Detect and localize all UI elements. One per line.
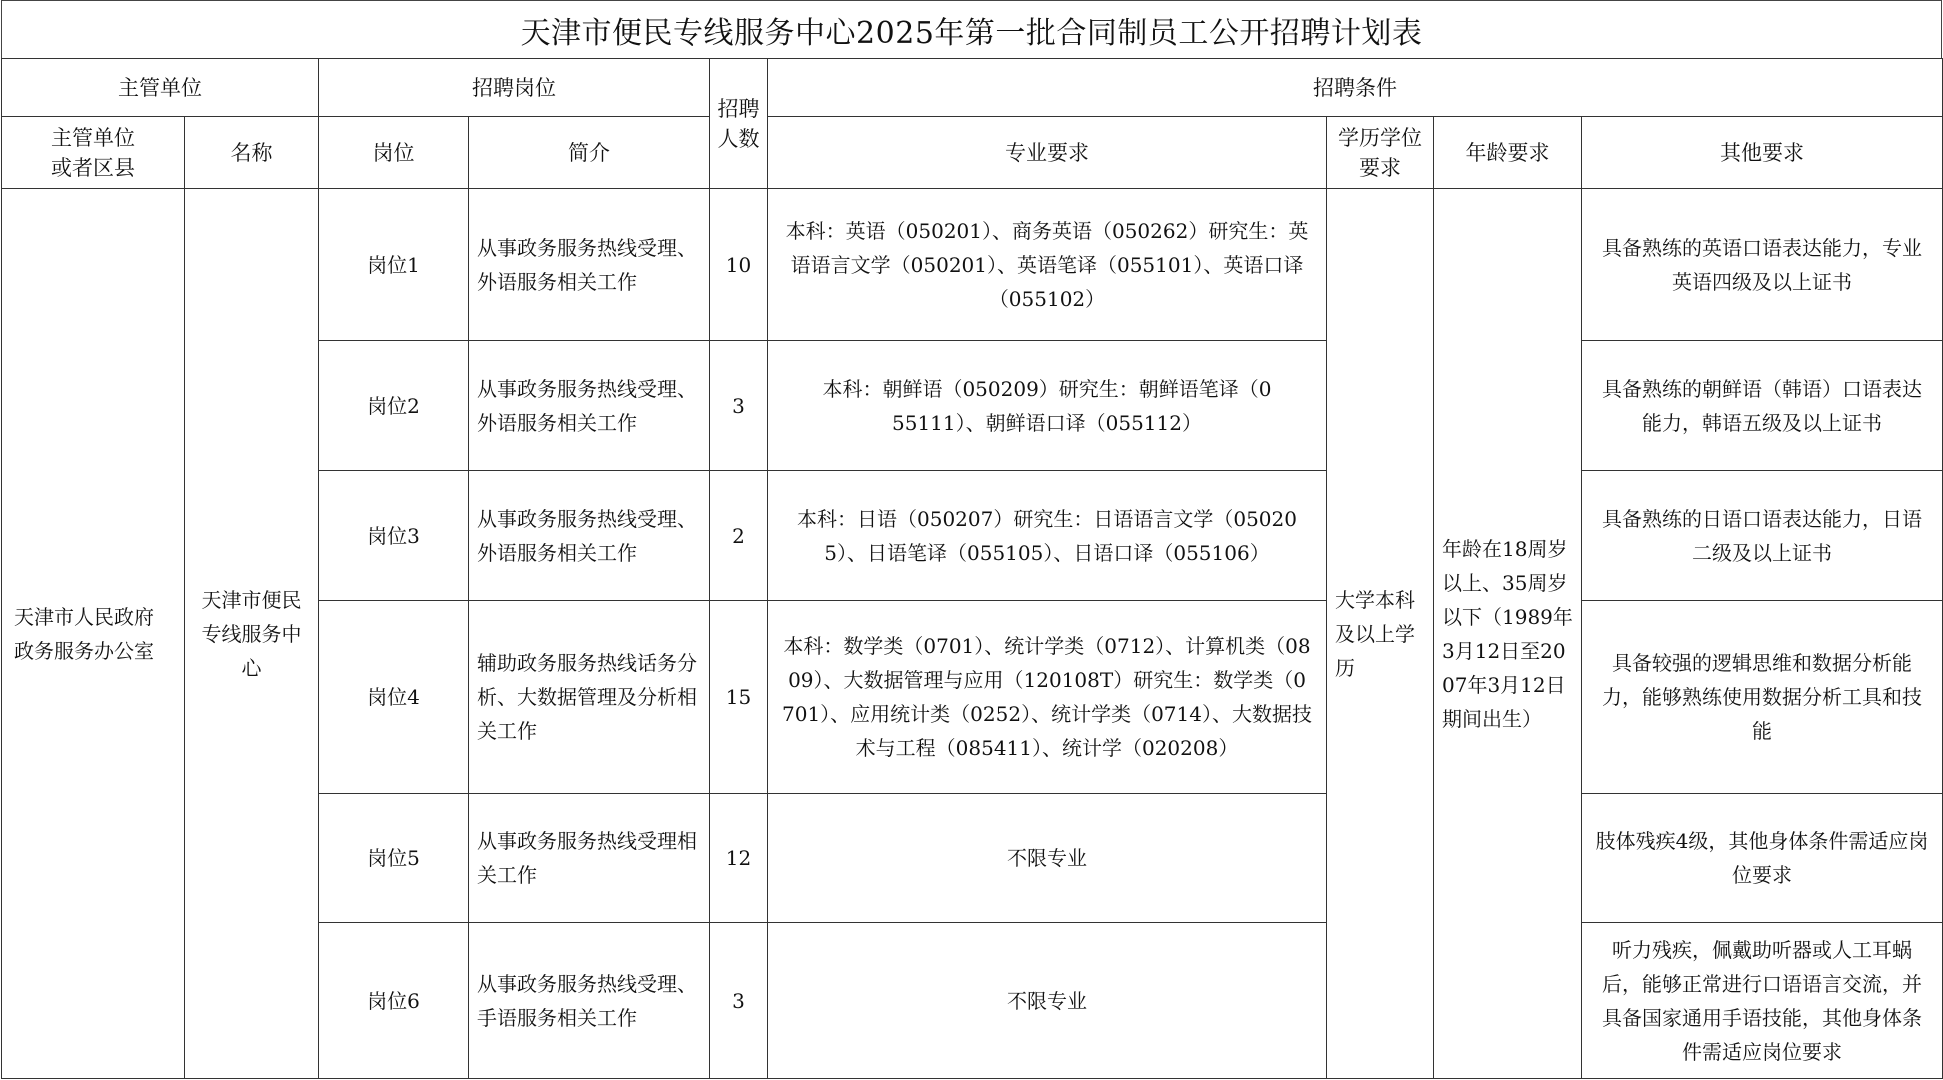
header-unit-group: 主管单位: [2, 59, 319, 117]
header-degree: 学历学位要求: [1327, 117, 1434, 189]
cell-post: 岗位1: [319, 189, 469, 341]
header-age: 年龄要求: [1434, 117, 1582, 189]
header-intro: 简介: [469, 117, 710, 189]
header-other: 其他要求: [1582, 117, 1943, 189]
cell-other: 具备熟练的英语口语表达能力，专业英语四级及以上证书: [1582, 189, 1943, 341]
cell-intro: 从事政务服务热线受理、手语服务相关工作: [469, 923, 710, 1079]
cell-count: 3: [710, 341, 768, 471]
cell-post: 岗位5: [319, 794, 469, 923]
header-row-group: [2, 59, 1943, 117]
cell-post: 岗位4: [319, 601, 469, 794]
cell-intro: 从事政务服务热线受理、外语服务相关工作: [469, 189, 710, 341]
cell-major: 本科：朝鲜语（050209）研究生：朝鲜语笔译（055111）、朝鲜语口译（055112）: [768, 341, 1327, 471]
cell-major: 不限专业: [768, 923, 1327, 1079]
cell-other: 听力残疾，佩戴助听器或人工耳蜗后，能够正常进行口语语言交流，并具备国家通用手语技能，其他身体条件需适应岗位要求: [1582, 923, 1943, 1079]
cell-major: 本科：数学类（0701）、统计学类（0712）、计算机类（0809）、大数据管理与应用（120108T）研究生：数学类（0701）、应用统计类（0252）、统计学类（0714）、大数据技术与工程（085411）、统计学（020208）: [768, 601, 1327, 794]
cell-degree: 大学本科及以上学历: [1327, 189, 1434, 1079]
cell-name: 天津市便民专线服务中心: [185, 189, 319, 1079]
header-post-group: 招聘岗位: [319, 59, 710, 117]
cell-major: 本科：日语（050207）研究生：日语语言文学（050205）、日语笔译（055105）、日语口译（055106）: [768, 471, 1327, 601]
cell-count: 15: [710, 601, 768, 794]
cell-age: 年龄在18周岁以上、35周岁以下（1989年3月12日至2007年3月12日期间出生）: [1434, 189, 1582, 1079]
table-row: [2, 189, 1943, 341]
header-unit-district: 主管单位或者区县: [2, 117, 185, 189]
cell-count: 10: [710, 189, 768, 341]
cell-count: 3: [710, 923, 768, 1079]
cell-count: 2: [710, 471, 768, 601]
cell-major: 不限专业: [768, 794, 1327, 923]
cell-intro: 辅助政务服务热线话务分析、大数据管理及分析相关工作: [469, 601, 710, 794]
cell-other: 具备熟练的朝鲜语（韩语）口语表达能力，韩语五级及以上证书: [1582, 341, 1943, 471]
cell-count: 12: [710, 794, 768, 923]
cell-post: 岗位3: [319, 471, 469, 601]
cell-post: 岗位6: [319, 923, 469, 1079]
header-row-detail: [2, 117, 1943, 189]
header-major: 专业要求: [768, 117, 1327, 189]
cell-intro: 从事政务服务热线受理、外语服务相关工作: [469, 471, 710, 601]
cell-post: 岗位2: [319, 341, 469, 471]
cell-intro: 从事政务服务热线受理相关工作: [469, 794, 710, 923]
cell-other: 肢体残疾4级，其他身体条件需适应岗位要求: [1582, 794, 1943, 923]
cell-unit: 天津市人民政府政务服务办公室: [2, 189, 185, 1079]
page-title: 天津市便民专线服务中心2025年第一批合同制员工公开招聘计划表: [1, 0, 1942, 58]
cell-other: 具备较强的逻辑思维和数据分析能力，能够熟练使用数据分析工具和技能: [1582, 601, 1943, 794]
recruitment-table: [1, 58, 1943, 1079]
header-conditions-group: 招聘条件: [768, 59, 1943, 117]
cell-major: 本科：英语（050201）、商务英语（050262）研究生：英语语言文学（050201）、英语笔译（055101）、英语口译（055102）: [768, 189, 1327, 341]
header-count: 招聘人数: [710, 59, 768, 189]
header-post: 岗位: [319, 117, 469, 189]
cell-intro: 从事政务服务热线受理、外语服务相关工作: [469, 341, 710, 471]
header-name: 名称: [185, 117, 319, 189]
cell-other: 具备熟练的日语口语表达能力，日语二级及以上证书: [1582, 471, 1943, 601]
